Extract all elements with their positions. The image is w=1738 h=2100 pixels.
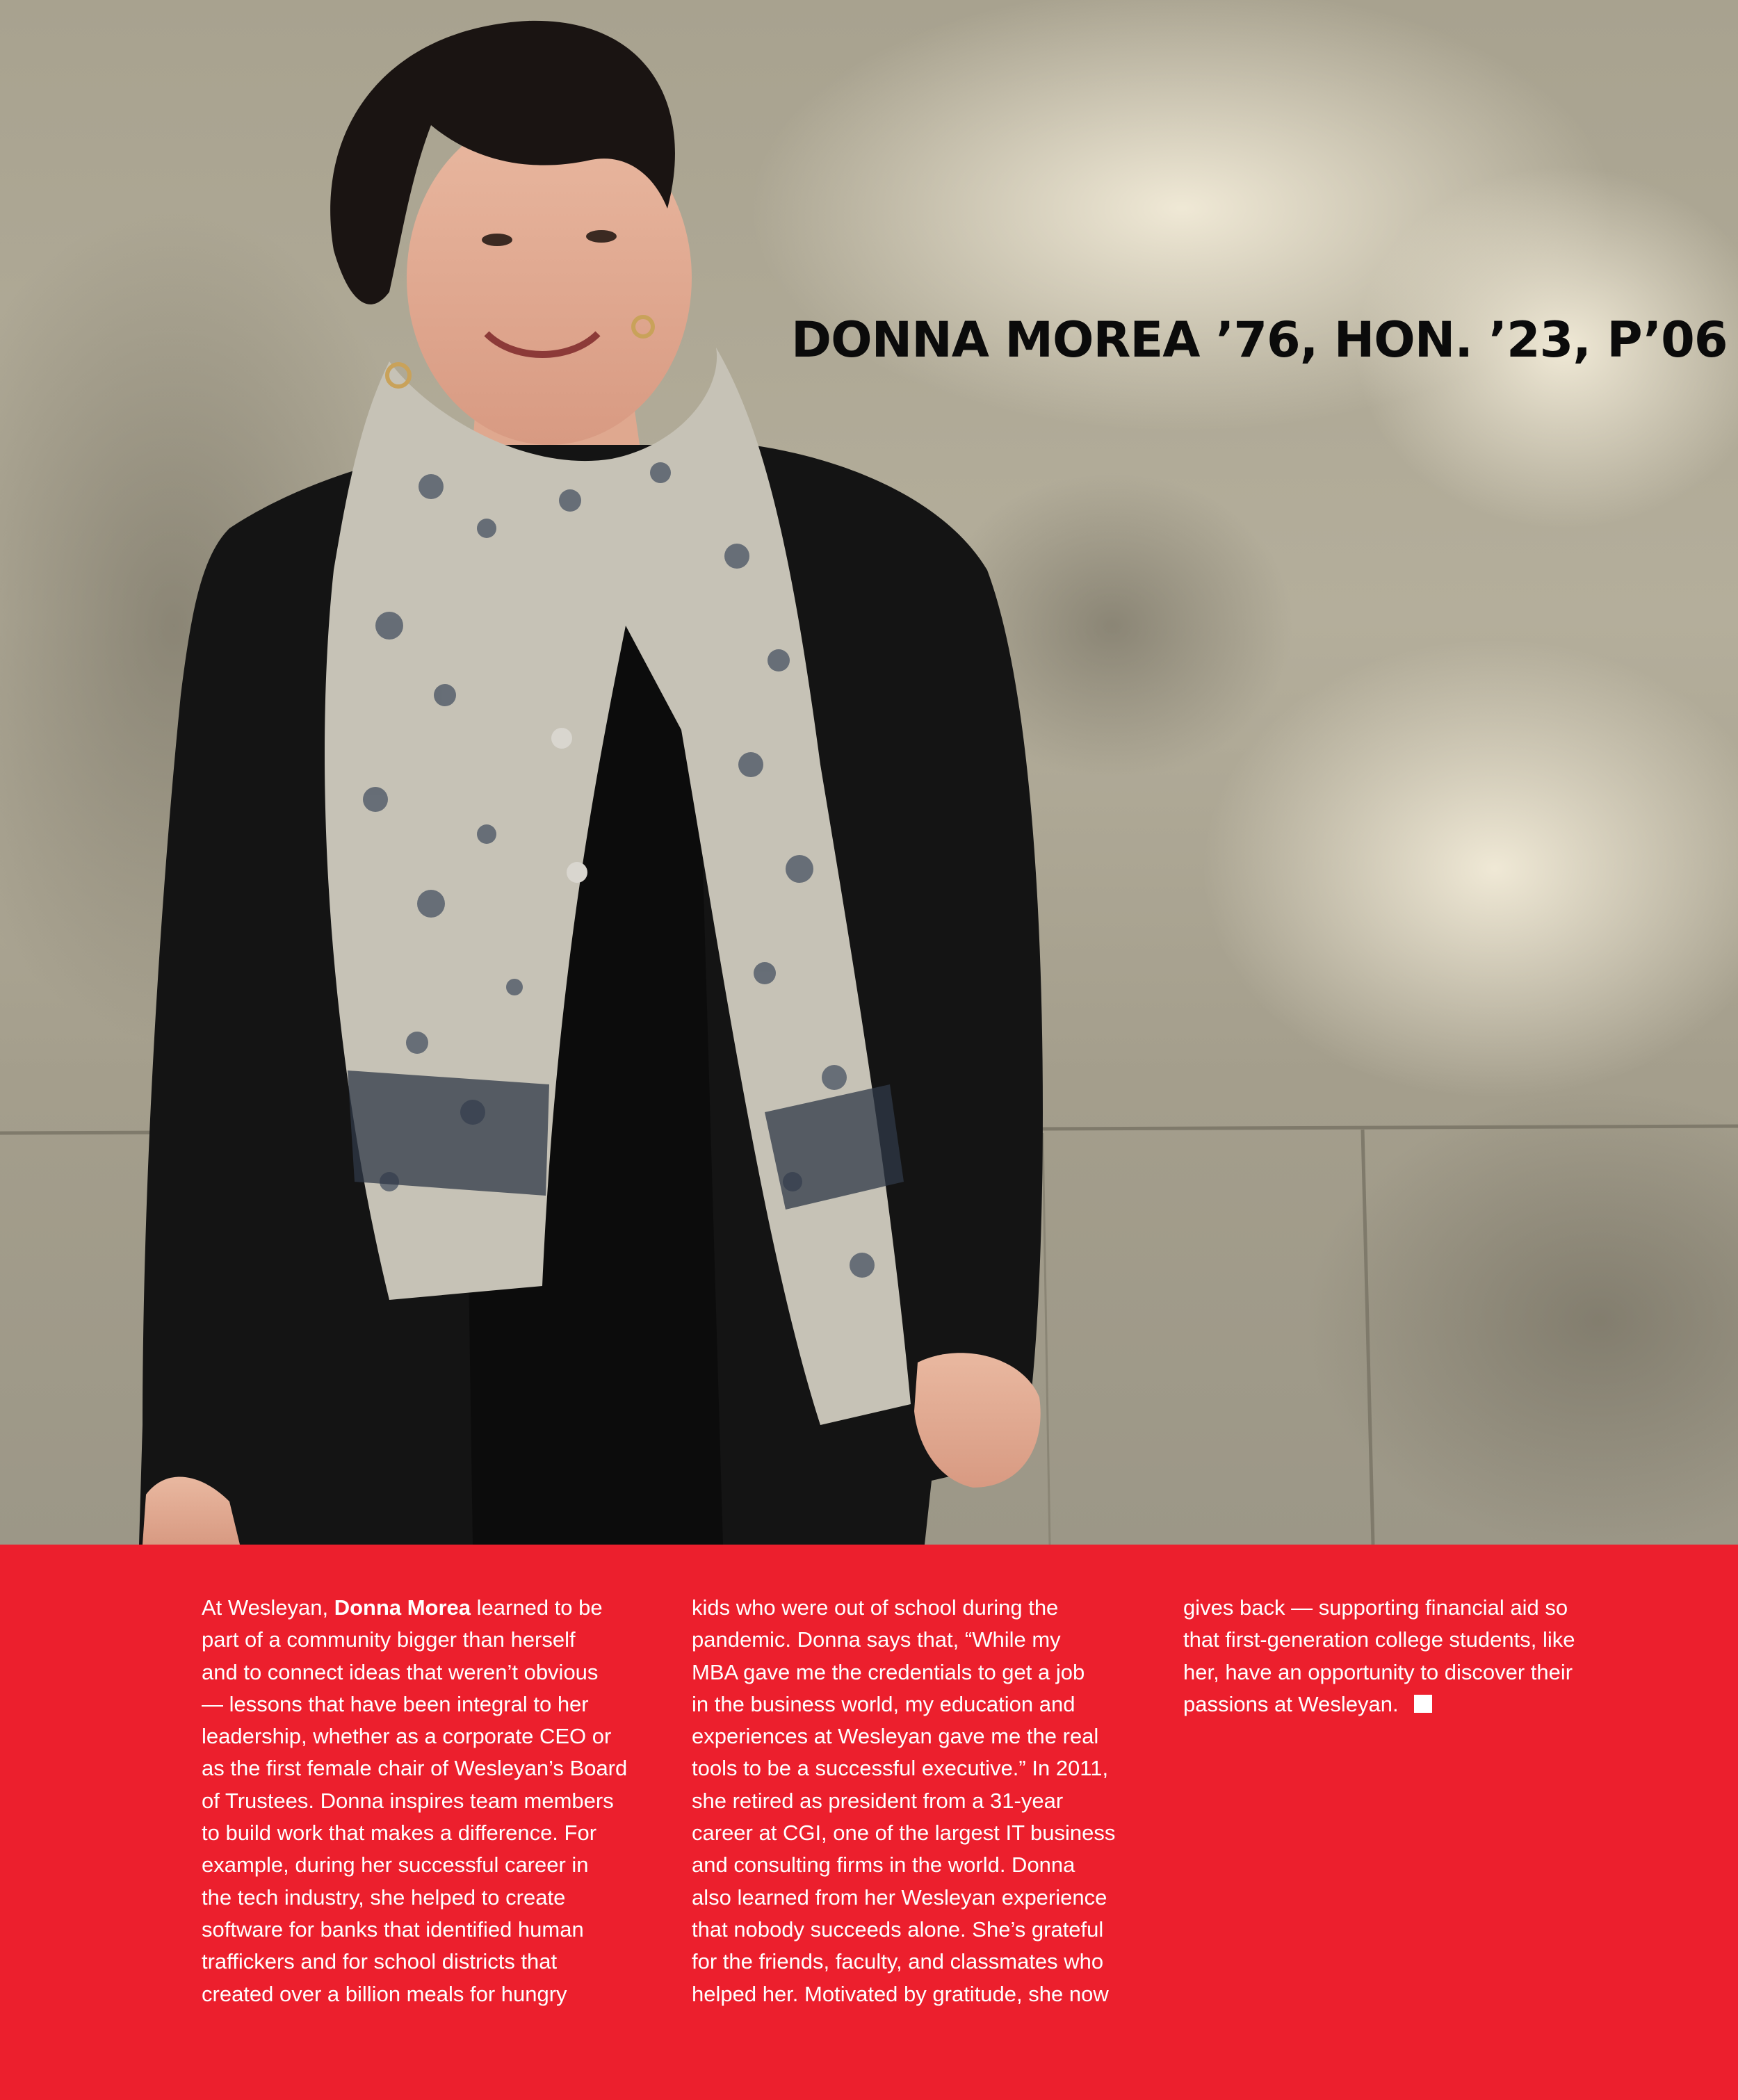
text-line: as the first female chair of Wesleyan’s Board [202,1756,628,1781]
article-column-3 [1183,1592,1642,1720]
text-line: to build work that makes a difference. For [202,1821,597,1846]
text-line: that first-generation college students, like [1183,1627,1575,1652]
text-line: passions at Wesleyan. [1183,1688,1642,1720]
profile-name-heading: DONNA MOREA ’76, HON. ’23, P’06 [791,311,1728,368]
end-mark-icon [1414,1695,1432,1713]
sunlight-patch [1203,640,1738,1098]
text-line: and to connect ideas that weren’t obvious [202,1659,599,1684]
person-name: Donna Morea [334,1595,471,1620]
eye [586,230,617,243]
text-line: helped her. Motivated by gratitude, she now [692,1981,1109,2006]
cardigan-button [551,728,572,749]
text-line: that nobody succeeds alone. She’s grateful [692,1916,1104,1942]
text-line: also learned from her Wesleyan experience [692,1885,1107,1910]
text-line: career at CGI, one of the largest IT business [692,1821,1116,1846]
cardigan-button [567,862,587,883]
text-line: part of a community bigger than herself [202,1627,576,1652]
article-column-2 [692,1592,1151,2010]
text-line: the tech industry, she helped to create [202,1885,566,1910]
text-line: software for banks that identified human [202,1916,584,1942]
text-line: kids who were out of school during the [692,1595,1059,1620]
text-line: created over a billion meals for hungry [202,1981,567,2006]
text-line: — lessons that have been integral to her [202,1691,589,1716]
text-line: At Wesleyan, Donna Morea learned to be [202,1595,603,1620]
text-line: her, have an opportunity to discover their [1183,1659,1573,1684]
text-line: tools to be a successful executive.” In 2011, [692,1756,1109,1781]
text-line: example, during her successful career in [202,1853,589,1878]
article-column-1 [202,1592,660,2010]
scarf-dark-band [348,1071,549,1196]
text-line: traffickers and for school districts that [202,1949,558,1974]
text-line: experiences at Wesleyan gave me the real [692,1724,1099,1749]
text-line: leadership, whether as a corporate CEO or [202,1724,612,1749]
stone-seam [1043,1133,1050,1545]
text-line: pandemic. Donna says that, “While my [692,1627,1061,1652]
text-line: she retired as president from a 31-year [692,1788,1064,1813]
text-line: in the business world, my education and [692,1691,1075,1716]
eye [482,234,512,246]
text-line: and consulting firms in the world. Donna [692,1853,1075,1878]
article-panel [0,1545,1738,2100]
text-line: MBA gave me the credentials to get a job [692,1659,1085,1684]
text-line: gives back — supporting financial aid so [1183,1595,1568,1620]
text-line: for the friends, faculty, and classmates who [692,1949,1104,1974]
text-line: of Trustees. Donna inspires team members [202,1788,614,1813]
